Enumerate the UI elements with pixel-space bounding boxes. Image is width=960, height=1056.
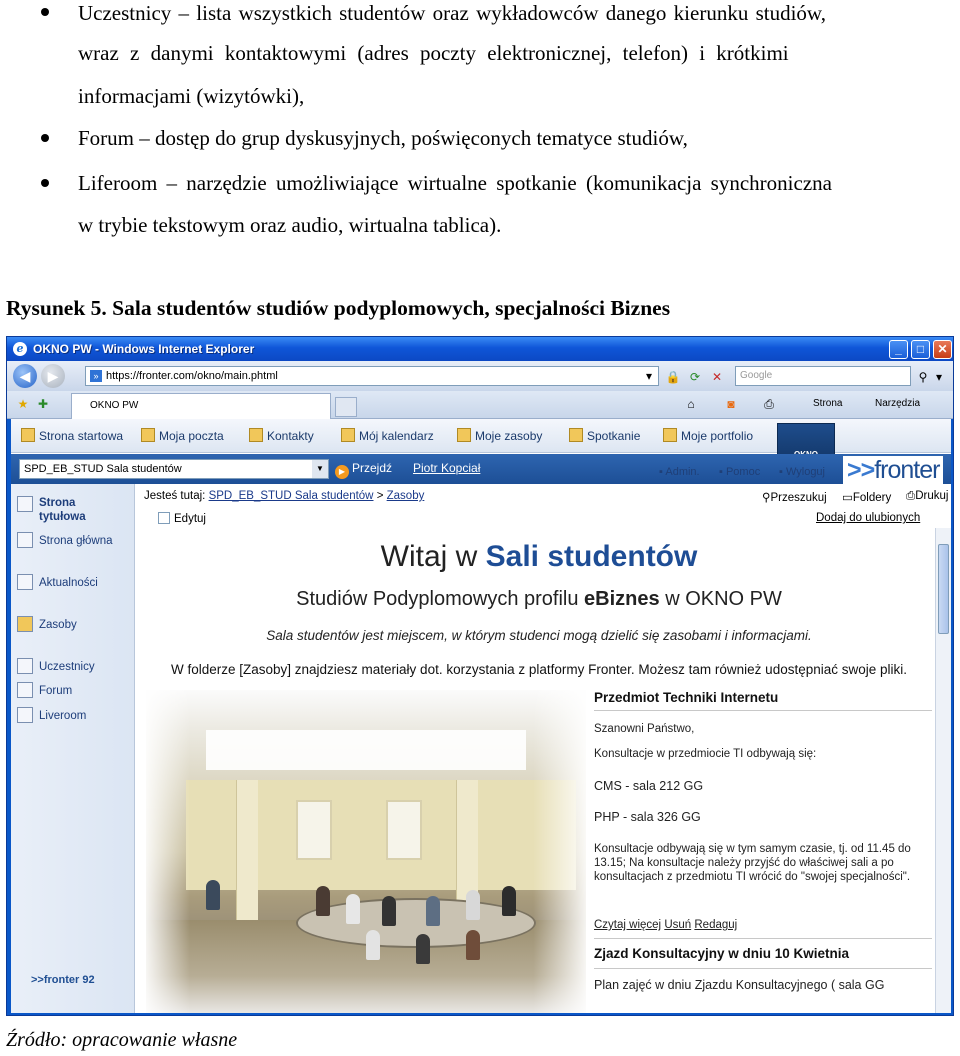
home-icon[interactable]: ⌂ xyxy=(687,397,695,411)
welcome-frame xyxy=(146,532,932,1013)
window-title: OKNO PW - Windows Internet Explorer xyxy=(33,342,255,356)
page-menu[interactable]: Strona xyxy=(813,398,843,409)
news-heading: Przedmiot Techniki Internetu xyxy=(594,690,779,705)
text-line: Uczestnicy – lista wszystkich studentów oraz wykładowców danego kierunku studiów, xyxy=(78,1,826,25)
menu-label: Moje portfolio xyxy=(681,429,754,443)
menu-strona-startowa[interactable] xyxy=(21,428,123,443)
source-note: Źródło: opracowanie własne xyxy=(6,1029,238,1051)
sidebar-item-label: Aktualności xyxy=(39,577,98,589)
maximize-button[interactable]: □ xyxy=(911,340,930,359)
meeting-icon xyxy=(569,428,583,442)
forum-icon xyxy=(17,682,33,698)
news-greeting: Szanowni Państwo, xyxy=(594,723,695,735)
checkbox xyxy=(158,512,170,524)
edit-checkbox[interactable] xyxy=(158,512,206,525)
contacts-icon xyxy=(249,428,263,442)
news-icon xyxy=(17,574,33,590)
print-icon[interactable]: ⎙ xyxy=(764,397,774,411)
sidebar-item-uczestnicy[interactable] xyxy=(17,658,95,674)
stop-icon[interactable]: ✕ xyxy=(711,370,723,384)
welcome-italic-line: Sala studentów jest miejscem, w którym studenci mogą dzielić się zasobami i informacjami. xyxy=(266,628,812,643)
news-note: konsultacjach z przedmiotu TI wrócić do "swojej specjalności". xyxy=(594,871,911,883)
breadcrumb-page-link[interactable]: Zasoby xyxy=(386,490,425,502)
menu-moja-poczta[interactable] xyxy=(141,428,224,443)
menu-spotkanie[interactable] xyxy=(569,428,640,443)
news-note: 13.15; Na konsultacje należy przyjść do właściwej sali a po xyxy=(594,857,894,869)
home-page-icon xyxy=(21,428,35,442)
breadcrumb-label: Jesteś tutaj: xyxy=(144,490,206,502)
main-content xyxy=(136,484,951,1013)
search-tool-button[interactable]: ⚲Przeszukuj xyxy=(762,492,827,504)
fronter-logo xyxy=(843,456,943,486)
subtitle-suffix: w OKNO PW xyxy=(659,588,782,610)
sidebar-item-zasoby[interactable] xyxy=(17,616,77,632)
sidebar-item-label: Forum xyxy=(39,685,73,697)
sidebar-item-liveroom[interactable] xyxy=(17,707,86,723)
window-titlebar xyxy=(7,337,953,361)
text-line: informacjami (wizytówki), xyxy=(78,84,305,108)
subtitle-prefix: Studiów Podyplomowych profilu xyxy=(296,588,585,610)
room-select[interactable] xyxy=(19,459,329,479)
sidebar-item-label: Liveroom xyxy=(39,710,87,722)
sidebar-item-strona-tytulowa[interactable] xyxy=(17,496,117,524)
help-link[interactable]: ▪ Pomoc xyxy=(719,466,761,478)
dropdown-icon[interactable]: ▾ xyxy=(645,369,653,383)
welcome-title xyxy=(146,540,932,574)
sidebar-item-label: Zasoby xyxy=(39,619,77,631)
ie-logo-icon: e xyxy=(13,342,27,356)
sidebar-item-aktualnosci[interactable] xyxy=(17,574,98,590)
favorites-star-icon[interactable]: ★ xyxy=(17,397,29,411)
tab-okno[interactable] xyxy=(71,393,331,419)
news-consult: Konsultacje w przedmiocie TI odbywają się: xyxy=(594,748,817,760)
tab-bar xyxy=(7,391,953,419)
bullet-dot xyxy=(41,179,49,187)
menu-moj-kalendarz[interactable] xyxy=(341,428,434,443)
liveroom-icon xyxy=(17,707,33,723)
page-icon xyxy=(17,496,33,512)
folders-tool-button[interactable]: ▭Foldery xyxy=(842,492,892,504)
sidebar-item-label: Uczestnicy xyxy=(39,661,95,673)
print-tool-button[interactable]: ⎙Drukuj xyxy=(906,490,949,502)
logout-link[interactable]: ▪ Wyloguj xyxy=(779,466,825,478)
vertical-scrollbar[interactable] xyxy=(935,528,951,1013)
news-links xyxy=(594,918,737,932)
forward-button[interactable]: ▶ xyxy=(41,364,65,388)
refresh-icon[interactable]: ⟳ xyxy=(689,370,701,384)
print-tool-label: Drukuj xyxy=(915,490,949,502)
delete-link[interactable]: Usuń xyxy=(664,919,692,931)
menu-kontakty[interactable] xyxy=(249,428,314,443)
chevron-down-icon: ▼ xyxy=(312,460,328,478)
news-note: Konsultacje odbywają się w tym samym czasie, tj. od 11.45 do xyxy=(594,843,911,855)
feeds-icon[interactable]: ◙ xyxy=(727,397,735,411)
new-tab-button[interactable] xyxy=(335,397,357,417)
sidebar xyxy=(11,484,135,1013)
search-input[interactable]: Google xyxy=(735,366,911,386)
calendar-icon xyxy=(341,428,355,442)
welcome-subtitle xyxy=(146,588,932,611)
edit-link[interactable]: Redaguj xyxy=(694,919,738,931)
tools-menu[interactable]: Narzędzia xyxy=(875,398,921,409)
figure-caption: Rysunek 5. Sala studentów studiów podyplomowych, specjalności Biznes xyxy=(6,296,671,320)
bullet-dot xyxy=(41,8,49,16)
fronter-badge: >>fronter 92 xyxy=(31,974,95,986)
go-arrow-icon: ▶ xyxy=(335,465,349,479)
mail-icon xyxy=(141,428,155,442)
go-button[interactable] xyxy=(335,461,392,479)
folder-icon xyxy=(17,616,33,632)
text-line: Forum – dostęp do grup dyskusyjnych, poświęconych tematyce studiów, xyxy=(78,126,688,150)
menu-label: Strona startowa xyxy=(39,429,124,443)
sidebar-item-forum[interactable] xyxy=(17,682,72,698)
divider xyxy=(594,710,932,711)
address-input[interactable] xyxy=(85,366,659,386)
divider xyxy=(594,968,932,969)
menu-label: Moje zasoby xyxy=(475,429,543,443)
scrollbar-thumb[interactable] xyxy=(938,544,949,634)
news-panel xyxy=(594,690,932,1013)
fronter-menubar xyxy=(11,419,951,453)
news-plan: Plan zajęć w dniu Zjazdu Konsultacyjnego ( sala GG xyxy=(594,978,885,992)
lock-icon[interactable]: 🔒 xyxy=(665,370,681,384)
subtitle-bold: eBiznes xyxy=(584,588,660,610)
user-name-link[interactable]: Piotr Kopciał xyxy=(413,461,481,475)
users-icon xyxy=(17,658,33,674)
welcome-title-bold: Sali studentów xyxy=(485,540,698,573)
menu-label: Spotkanie xyxy=(587,429,641,443)
back-button[interactable]: ◀ xyxy=(13,364,37,388)
menu-label: Mój kalendarz xyxy=(359,429,434,443)
news-heading-2: Zjazd Konsultacyjny w dniu 10 Kwietnia xyxy=(594,946,850,961)
room-select-value: SPD_EB_STUD Sala studentów xyxy=(24,463,182,475)
text-line: w trybie tekstowym oraz audio, wirtualna tablica). xyxy=(78,213,502,237)
close-button[interactable]: ✕ xyxy=(933,340,952,359)
welcome-info-line: W folderze [Zasoby] znajdziesz materiały dot. korzystania z platformy Fronter. Możesz tam również udostępniać swoje pliki. xyxy=(170,662,908,677)
divider xyxy=(594,938,932,939)
search-tool-label: Przeszukuj xyxy=(770,492,827,504)
menu-moje-portfolio[interactable] xyxy=(663,428,753,443)
news-room-cms: CMS - sala 212 GG xyxy=(594,779,704,793)
fronter-logo-name: fronter xyxy=(874,456,940,484)
breadcrumb-room-link[interactable]: SPD_EB_STUD Sala studentów xyxy=(208,490,374,502)
logout-link-label: Wyloguj xyxy=(785,466,825,478)
admin-link-label: Admin. xyxy=(665,466,700,478)
search-icon[interactable]: ⚲ xyxy=(918,370,928,384)
help-link-label: Pomoc xyxy=(725,466,761,478)
go-label: Przejdź xyxy=(352,461,393,475)
menu-label: Kontakty xyxy=(267,429,314,443)
tab-title: OKNO PW xyxy=(90,400,139,411)
sidebar-item-label: Strona główna xyxy=(39,535,113,547)
sidebar-item-label: Strona tytułowa xyxy=(39,497,86,523)
page-icon xyxy=(17,532,33,548)
browser-window xyxy=(6,336,954,1016)
menu-label: Moja poczta xyxy=(159,429,224,443)
chevron-down-icon[interactable]: ▾ xyxy=(935,370,943,384)
bullet-dot xyxy=(41,134,49,142)
minimize-button[interactable]: _ xyxy=(889,340,908,359)
welcome-title-prefix: Witaj w xyxy=(380,540,486,573)
fronter-logo-prefix: >> xyxy=(847,456,875,484)
read-more-link[interactable]: Czytaj więcej xyxy=(594,919,662,931)
page-viewport xyxy=(11,419,951,1013)
breadcrumb-separator: > xyxy=(376,490,384,502)
edit-label: Edytuj xyxy=(174,513,206,525)
text-line: Liferoom – narzędzie umożliwiające wirtualne spotkanie (komunikacja synchroniczna xyxy=(78,171,832,195)
sidebar-item-strona-glowna[interactable] xyxy=(17,532,113,548)
address-bar-row xyxy=(7,361,953,391)
menu-moje-zasoby[interactable] xyxy=(457,428,542,443)
add-to-favorites-link[interactable]: Dodaj do ulubionych xyxy=(816,512,921,524)
text-line: wraz z danymi kontaktowymi (adres poczty elektronicznej, telefon) i krótkimi xyxy=(78,41,789,65)
add-favorite-icon[interactable]: ✚ xyxy=(37,397,49,411)
folders-tool-label: Foldery xyxy=(852,492,892,504)
breadcrumb xyxy=(144,490,424,502)
photo-vignette xyxy=(146,690,586,1013)
folder-icon xyxy=(457,428,471,442)
news-room-php: PHP - sala 326 GG xyxy=(594,810,701,824)
url-text: https://fronter.com/okno/main.phtml xyxy=(106,370,278,382)
classroom-photo xyxy=(146,690,586,1013)
site-icon: » xyxy=(90,370,102,382)
admin-link[interactable]: ▪ Admin. xyxy=(659,466,700,478)
portfolio-icon xyxy=(663,428,677,442)
